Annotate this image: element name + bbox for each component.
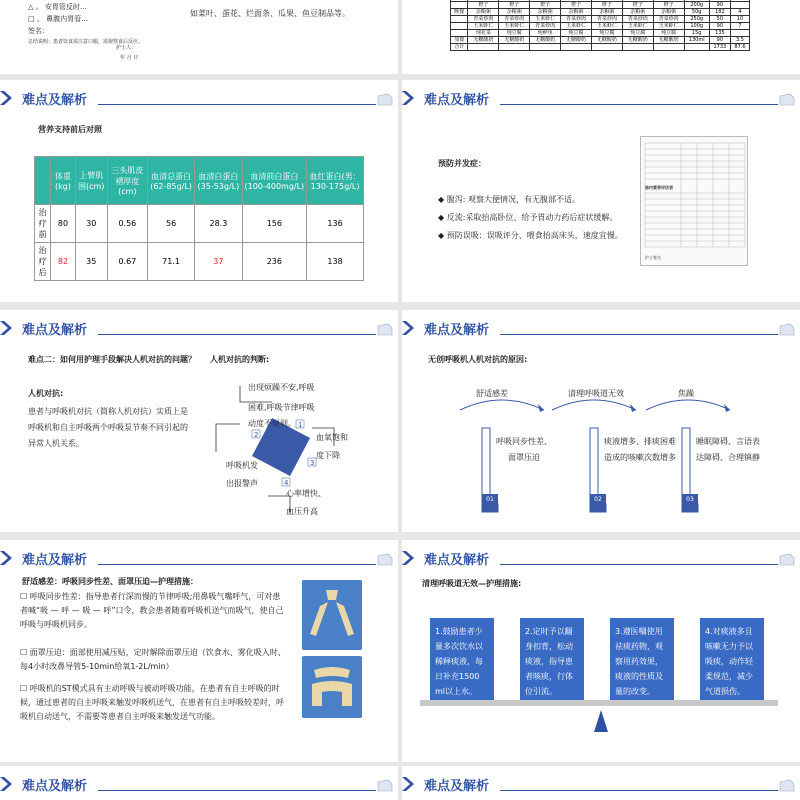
slide-comfort: [0, 540, 398, 762]
meal-cell: 90: [709, 37, 730, 44]
meal-row: [451, 2, 750, 9]
meal-row: [451, 9, 750, 16]
meal-cell: 50g: [684, 9, 709, 16]
slide-complications: [402, 80, 800, 302]
bullet-text: 腹泻: 观察大便情况，有无腹部不适。: [446, 195, 580, 204]
table-cell: 30: [75, 205, 107, 243]
meal-cell: 无糖酸奶: [530, 37, 561, 44]
document-icon: [378, 324, 392, 335]
meal-cell: 炖豆腐: [561, 30, 592, 37]
diagram-label: 出报警声: [226, 479, 258, 488]
patch-image-1: [302, 580, 362, 650]
comfort-text: 呼吸同步性差：指导患者行深而慢的节律呼吸;用鼻吸气嘴呼气，可对患者喊“吸 — 呼 — 吸 — 呼”口令，教会患者随着呼吸机送气而吸气，使自己呼吸与呼吸机同步。: [20, 592, 284, 629]
document-icon: [780, 780, 794, 791]
meal-cell: 90: [709, 23, 730, 30]
table-cell: 56: [147, 205, 194, 243]
slide-top-right: [402, 0, 800, 74]
cause-head: 舒适感差: [476, 389, 508, 398]
nutrition-table: [34, 156, 364, 281]
table-header-cell: 上臂肌围(cm): [75, 157, 107, 205]
bullet-item: ◆ 预防误吸：误吸评分、喂食抬高床头，速度宜慢。: [438, 231, 623, 240]
meal-cell: 杂粮粥: [468, 9, 499, 16]
slide-nutrition: [0, 80, 398, 302]
cause-text: 睡眠障碍、言语表: [696, 437, 760, 446]
meal-cell: 青菜炒肉: [561, 16, 592, 23]
table-cell: 0.67: [107, 243, 147, 281]
meal-cell: 杂粮粥: [499, 9, 530, 16]
meal-cell: [499, 44, 530, 51]
meal-cell: 200g: [684, 2, 709, 9]
diagram-label: 血氧饱和: [316, 433, 348, 442]
diagram-label: 动度不规则。: [248, 419, 296, 428]
table-row: [35, 205, 364, 243]
meal-cell: 炖花菜: [468, 30, 499, 37]
slide-header: [0, 318, 398, 338]
form-footer: 护士签名: [645, 255, 661, 260]
meal-cell: 182: [709, 9, 730, 16]
meal-cell: 炖豆腐: [653, 30, 684, 37]
table-cell: 治疗后: [35, 243, 51, 281]
header-line: [500, 790, 778, 791]
meal-cell: 青菜炒肉: [622, 16, 653, 23]
num-label: 3: [310, 459, 315, 467]
slide-header: [402, 318, 800, 338]
patch-image-2: [302, 656, 362, 718]
fulcrum-icon: [594, 710, 608, 732]
meal-cell: 90: [709, 2, 730, 9]
slide-header: [402, 88, 800, 108]
table-row: [35, 243, 364, 281]
table-cell: 80: [51, 205, 75, 243]
bullet-text: 预防误吸：误吸评分、喂食抬高床头，速度宜慢。: [446, 231, 623, 240]
cause-head: 焦躁: [678, 389, 694, 398]
meal-cell: [451, 2, 468, 9]
measure-block: 3.遵医嘱使用祛痰药物，观察用药效果，痰液的性质及量的改变。: [610, 618, 674, 700]
meal-cell: 无糖酸奶: [591, 37, 622, 44]
comfort-item: ☐ 呼吸同步性差：指导患者行深而慢的节律呼吸;用鼻吸气嘴呼气，可对患者喊“吸 — 呼 — 吸 — 呼”口令，教会患者随着呼吸机送气而吸气，使自己呼吸与呼吸机同步。: [20, 592, 284, 629]
meal-cell: [684, 44, 709, 51]
comfort-text: 呼吸机的ST模式具有主动呼吸与被动呼吸功能，在患者有自主呼吸的时候，通过患者的自主呼吸来触发呼吸机送气，在患者有自主呼吸较差时，呼吸机自动送气，不需要等患者自主呼吸来触发送气功能。: [20, 684, 284, 721]
slide-header: [402, 548, 800, 568]
meal-cell: 135: [709, 30, 730, 37]
comfort-item: ☐ 面罩压迫：面部使用减压贴，定时解除面罩压迫（饮食水、雾化吸入时、每4小时改鼻导管5-10min给氧1-2L/min）: [20, 648, 286, 671]
diagram-label: 血压升高: [286, 507, 318, 516]
term-definition: 患者与呼吸机对抗（简称人机对抗）实质上是呼吸机和自主呼吸两个呼吸泵节奏不同引起的异常人机关系。: [28, 407, 188, 448]
header-title: 难点及解析: [424, 779, 490, 794]
pressure-patch-icon: [302, 580, 362, 650]
diagram-label: 困难,呼吸节律呼吸: [248, 403, 315, 412]
meal-cell: 50: [709, 16, 730, 23]
document-icon: [780, 554, 794, 565]
meal-row: [451, 44, 750, 51]
meal-cell: 合计: [451, 44, 468, 51]
slide-airway: [402, 540, 800, 762]
cause-text: 造成的咳嗽次数增多: [604, 453, 676, 462]
term-title: 人机对抗:: [28, 389, 64, 398]
chevron-right-icon: [402, 321, 416, 335]
slide-causes: [402, 310, 800, 532]
cause-text: 达障碍、合理镇静: [696, 453, 760, 462]
diagram-label: 呼吸机发: [226, 461, 258, 470]
table-cell: 156: [242, 205, 307, 243]
table-header-cell: 体重(kg): [51, 157, 75, 205]
meal-row: [451, 16, 750, 23]
num-label: 4: [284, 479, 289, 487]
question: 难点二：如何用护理手段解决人机对抗的问题？: [28, 355, 196, 364]
comfort-title: 舒适感差：呼吸同步性差、面罩压迫—护理措施：: [22, 577, 198, 586]
document-icon: [378, 554, 392, 565]
meal-cell: 100g: [684, 23, 709, 30]
slide-header: [0, 548, 398, 568]
meal-cell: 炖豆腐: [591, 30, 622, 37]
table-cell: 138: [307, 243, 364, 281]
meal-cell: 青菜炒肉: [468, 16, 499, 23]
header-line: [98, 334, 376, 335]
chevron-right-icon: [0, 91, 14, 105]
meal-cell: 87.6: [730, 44, 749, 51]
table-header-cell: 血红蛋白(男：130-175g/L): [307, 157, 364, 205]
meal-cell: 15g: [684, 30, 709, 37]
num-label: 1: [298, 421, 303, 429]
meal-cell: 杂粮粥: [653, 9, 684, 16]
meal-cell: 玉米虾仁: [530, 16, 561, 23]
form-title: 肠内营养评估表: [645, 185, 673, 190]
table-cell: 28.3: [195, 205, 242, 243]
meal-row: [451, 23, 750, 30]
meal-cell: 10: [730, 16, 749, 23]
meal-cell: 130ml: [684, 37, 709, 44]
table-cell: 71.1: [147, 243, 194, 281]
meal-cell: 无糖酸奶: [468, 37, 499, 44]
table-header-cell: 血清前白蛋白(100-400mg/L): [242, 157, 307, 205]
chevron-right-icon: [402, 551, 416, 565]
chevron-right-icon: [402, 777, 416, 791]
table-cell: 治疗前: [35, 205, 51, 243]
meal-cell: 加餐: [451, 37, 468, 44]
small-line: □ 。 鼻腹内胃管…: [28, 15, 89, 23]
airway-title: 清理呼吸道无效—护理措施:: [422, 579, 522, 588]
header-line: [98, 104, 376, 105]
meal-cell: 玉米虾仁: [622, 23, 653, 30]
chevron-right-icon: [0, 321, 14, 335]
meal-cell: [530, 44, 561, 51]
food-text: 如菜叶、蛋花、烂面条、瓜果、鱼豆制品等。: [190, 9, 350, 18]
table-cell: 35: [75, 243, 107, 281]
meal-table: [450, 0, 750, 51]
table-header-cell: 三头肌皮褶厚度(cm): [107, 157, 147, 205]
complications-subtitle: 预防并发症：: [438, 159, 486, 168]
diagram-title: 人机对抗的判断:: [210, 355, 270, 364]
table-header-cell: 血清总蛋白(62-85g/L): [147, 157, 194, 205]
slide-bottom-right: [402, 766, 800, 800]
meal-row: [451, 30, 750, 37]
assessment-form: [640, 136, 748, 266]
meal-cell: [730, 2, 749, 9]
meal-cell: 无糖酸奶: [561, 37, 592, 44]
meal-cell: 杂粮粥: [561, 9, 592, 16]
slide-header: [0, 774, 398, 794]
meal-cell: [591, 44, 622, 51]
diagram-label: 度下降: [316, 451, 340, 460]
meal-cell: 无糖酸奶: [622, 37, 653, 44]
date-label: 年 月 日: [120, 55, 139, 61]
cause-text: 痰液增多、排痰困难: [604, 437, 676, 446]
cause-num: 03: [686, 496, 694, 503]
meal-cell: 3.5: [730, 37, 749, 44]
measure-block: 4.对痰液多且咳嗽无力予以吸痰，动作轻柔规范，减少气道损伤。: [700, 618, 764, 700]
meal-cell: [451, 16, 468, 23]
meal-cell: 玉米虾仁: [499, 23, 530, 30]
meal-cell: 橙子: [530, 2, 561, 9]
diagram-label: 心率增快、: [286, 489, 326, 498]
slide-header: [402, 774, 800, 794]
table-cell: 37: [195, 243, 242, 281]
meal-cell: [451, 30, 468, 37]
meal-cell: 炖豆腐: [622, 30, 653, 37]
meal-cell: 玉米虾仁: [591, 23, 622, 30]
meal-cell: 无糖酸奶: [499, 37, 530, 44]
meal-cell: 炖鲈鱼: [530, 30, 561, 37]
meal-cell: 杂粮粥: [530, 9, 561, 16]
slide-header: [0, 88, 398, 108]
meal-cell: 4: [730, 9, 749, 16]
header-line: [500, 564, 778, 565]
meal-cell: 玉米虾仁: [561, 23, 592, 30]
sig-label: 护士人：: [116, 45, 137, 51]
table-header-cell: [35, 157, 51, 205]
chevron-right-icon: [402, 91, 416, 105]
meal-cell: 炖豆腐: [499, 30, 530, 37]
meal-cell: 250g: [684, 16, 709, 23]
cause-head: 清理呼吸道无效: [568, 389, 624, 398]
header-title: 难点及解析: [424, 323, 490, 338]
table-cell: 82: [51, 243, 75, 281]
meal-cell: 青菜炒肉: [499, 16, 530, 23]
meal-cell: 橙子: [653, 2, 684, 9]
nutrition-subtitle: 营养支持前后对照: [38, 125, 102, 134]
header-title: 难点及解析: [22, 323, 88, 338]
meal-cell: 玉米虾仁: [468, 23, 499, 30]
small-line: △ 。 安胃管反时…: [28, 3, 87, 11]
header-title: 难点及解析: [22, 553, 88, 568]
header-line: [500, 334, 778, 335]
causes-title: 无创呼吸机人机对抗的原因:: [428, 355, 528, 364]
small-line: 签名：: [28, 27, 49, 35]
meal-row: [451, 37, 750, 44]
measure-block: 2.定时予以翻身扣背，松动痰液，指导患者咳痰，行体位引流。: [520, 618, 584, 700]
meal-cell: [730, 30, 749, 37]
diagram-label: 出现烦躁不安,呼吸: [248, 383, 315, 392]
meal-cell: [451, 23, 468, 30]
meal-cell: 橙子: [499, 2, 530, 9]
comfort-text: 面罩压迫：面部使用减压贴，定时解除面罩压迫（饮食水、雾化吸入时、每4小时改鼻导管5-10min给氧1-2L/min）: [20, 648, 286, 671]
meal-cell: 橙子: [468, 2, 499, 9]
header-line: [98, 564, 376, 565]
meal-cell: [622, 44, 653, 51]
num-label: 2: [254, 431, 259, 439]
cause-text: 呼吸同步性差、: [496, 437, 552, 446]
chevron-right-icon: [0, 777, 14, 791]
document-icon: [780, 324, 794, 335]
meal-cell: 1733: [709, 44, 730, 51]
meal-cell: 青菜炒肉: [653, 16, 684, 23]
meal-cell: 玉米虾仁: [653, 23, 684, 30]
meal-cell: [561, 44, 592, 51]
meal-cell: [468, 44, 499, 51]
document-icon: [780, 94, 794, 105]
pressure-patch-icon: [302, 656, 362, 718]
comfort-item: ☐ 呼吸机的ST模式具有主动呼吸与被动呼吸功能，在患者有自主呼吸的时候，通过患者的自主呼吸来触发呼吸机送气，在患者有自主呼吸较差时，呼吸机自动送气，不需要等患者自主呼吸来触发送气功能。: [20, 684, 284, 721]
cause-text: 面罩压迫: [508, 453, 540, 462]
slide-bottom-left: [0, 766, 398, 800]
document-icon: [378, 94, 392, 105]
table-header-cell: 血清白蛋白(35-53g/L): [195, 157, 242, 205]
measure-block: 1.鼓励患者少量多次饮水以稀释痰液，每日补充1500 ml以上水。: [430, 618, 494, 700]
bullet-text: 反流:采取抬高卧位、给予胃动力药后症状缓解。: [446, 213, 618, 222]
meal-cell: 晚餐: [451, 9, 468, 16]
meal-cell: 橙子: [561, 2, 592, 9]
slide-asynchrony: [0, 310, 398, 532]
meal-cell: 橙子: [622, 2, 653, 9]
header-title: 难点及解析: [424, 553, 490, 568]
meal-cell: 杂粮粥: [622, 9, 653, 16]
form-grid: [641, 137, 749, 267]
header-title: 难点及解析: [22, 779, 88, 794]
small-line: 总结说明：患者饮食需注意口服，需观察食后反应。: [28, 39, 144, 45]
header-line: [98, 790, 376, 791]
bullet-item: ◆ 反流:采取抬高卧位、给予胃动力药后症状缓解。: [438, 213, 618, 222]
header-title: 难点及解析: [22, 93, 88, 108]
meal-cell: 无糖酸奶: [653, 37, 684, 44]
table-cell: 236: [242, 243, 307, 281]
header-line: [500, 104, 778, 105]
document-icon: [378, 780, 392, 791]
table-cell: 136: [307, 205, 364, 243]
cause-num: 01: [486, 496, 494, 503]
chevron-right-icon: [0, 551, 14, 565]
balance-beam: [420, 700, 778, 706]
meal-cell: [653, 44, 684, 51]
bullet-item: ◆ 腹泻: 观察大便情况，有无腹部不适。: [438, 195, 580, 204]
cause-num: 02: [594, 496, 602, 503]
table-cell: 0.56: [107, 205, 147, 243]
meal-cell: 青菜炒肉: [530, 23, 561, 30]
meal-cell: 杂粮粥: [591, 9, 622, 16]
slide-top-left: [0, 0, 398, 74]
meal-cell: 橙子: [591, 2, 622, 9]
meal-cell: 青菜炒肉: [591, 16, 622, 23]
meal-cell: 7: [730, 23, 749, 30]
header-title: 难点及解析: [424, 93, 490, 108]
